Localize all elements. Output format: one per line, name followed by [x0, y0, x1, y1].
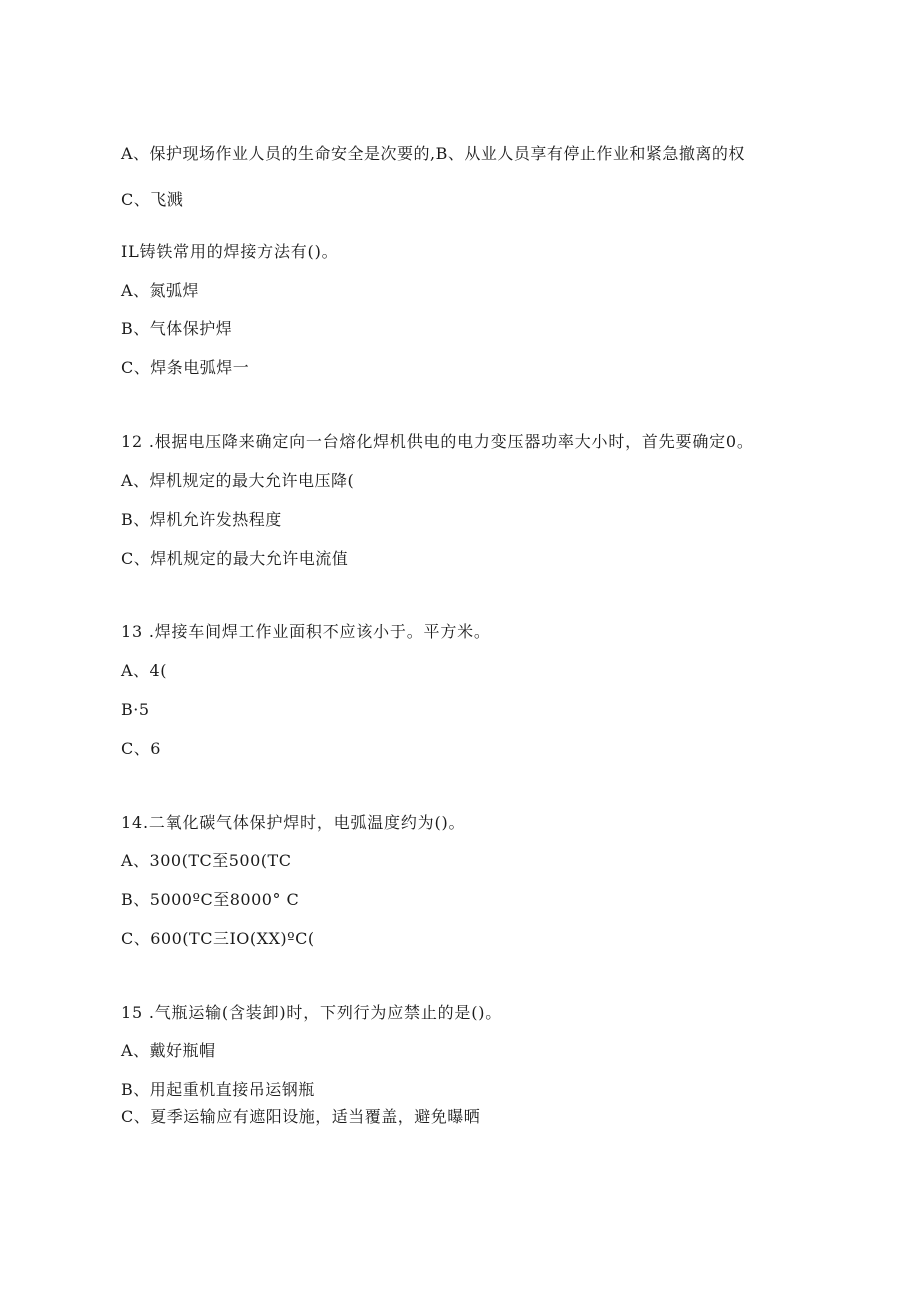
- question-13: 13 .焊接车间焊工作业面积不应该小于。平方米。: [121, 622, 491, 641]
- question-15: 15 .气瓶运输(含装卸)时，下列行为应禁止的是()。: [121, 1003, 503, 1022]
- option-c-q13: C、6: [121, 739, 161, 758]
- option-a-q14: A、300(TC至500(TC: [121, 851, 292, 870]
- option-a-q15: A、戴好瓶帽: [121, 1041, 216, 1060]
- question-11: IL铸铁常用的焊接方法有()。: [121, 242, 339, 261]
- option-b-q13: B·5: [121, 700, 150, 719]
- option-b-q15: B、用起重机直接吊运钢瓶: [121, 1080, 315, 1099]
- option-c-q10: C、飞溅: [121, 190, 184, 209]
- option-a-q12: A、焊机规定的最大允许电压降(: [121, 471, 355, 490]
- option-a-q10: A、保护现场作业人员的生命安全是次要的,B、从业人员享有停止作业和紧急撤离的权: [121, 144, 745, 163]
- option-b-q11: B、气体保护焊: [121, 319, 233, 338]
- option-c-q15: C、夏季运输应有遮阳设施，适当覆盖，避免曝晒: [121, 1107, 481, 1126]
- option-c-q14: C、600(TC三IO(XX)ºC(: [121, 929, 315, 948]
- option-c-q12: C、焊机规定的最大允许电流值: [121, 549, 349, 568]
- question-12: 12 .根据电压降来确定向一台熔化焊机供电的电力变压器功率大小时，首先要确定0。: [121, 432, 754, 451]
- option-c-q11: C、焊条电弧焊一: [121, 358, 250, 377]
- option-b-q14: B、5000ºC至8000° C: [121, 890, 300, 909]
- option-b-q12: B、焊机允许发热程度: [121, 510, 282, 529]
- option-a-q13: A、4(: [121, 661, 167, 680]
- option-a-q11: A、氮弧焊: [121, 281, 200, 300]
- question-14: 14.二氧化碳气体保护焊时，电弧温度约为()。: [121, 813, 466, 832]
